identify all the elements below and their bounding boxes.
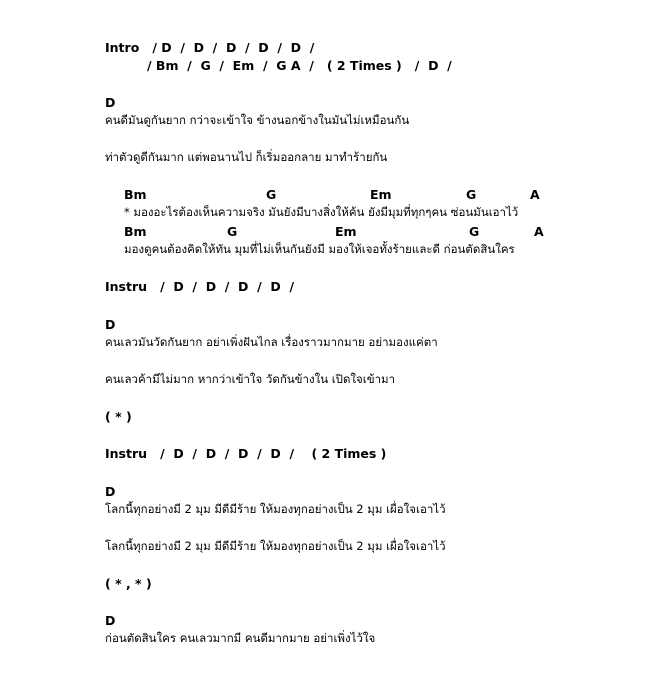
verse2-lyric-1: คนเลวมันวัดกันยาก อย่าเพิ่งฝันไกล เรื่องราวมากมาย อย่ามองแค่ตา	[105, 335, 438, 349]
chorus-chord: Em	[370, 187, 392, 202]
chorus-chord: Bm	[124, 224, 147, 239]
chorus-chord: G	[469, 224, 480, 239]
chorus-chord: A	[534, 224, 544, 239]
intro-line-2: / Bm / G / Em / G A / ( 2 Times ) / D /	[147, 58, 452, 73]
intro-line-1: Intro / D / D / D / D / D /	[105, 40, 315, 55]
chorus-chord: G	[227, 224, 238, 239]
repeat-marker-1: ( * )	[105, 409, 132, 424]
instru-line-2: Instru / D / D / D / D / ( 2 Times )	[105, 446, 387, 461]
verse3-lyric-2: โลกนี้ทุกอย่างมี 2 มุม มีดีมีร้าย ให้มองทุกอย่างเป็น 2 มุม เผื่อใจเอาไว้	[105, 539, 446, 553]
chorus-chord: Bm	[124, 187, 147, 202]
verse2-lyric-2: คนเลวค้ามีไม่มาก หากว่าเข้าใจ วัดกันข้างใน เปิดใจเข้ามา	[105, 372, 396, 386]
verse3-chord: D	[105, 484, 116, 499]
instru-line-1: Instru / D / D / D / D /	[105, 279, 295, 294]
chorus-chord: G	[466, 187, 477, 202]
repeat-marker-2: ( * , * )	[105, 576, 152, 591]
chorus-chord: Em	[335, 224, 357, 239]
chorus-lyric-2: มองดูคนต้องคิดให้ทัน มุมที่ไม่เห็นกันยังมี มองให้เจอทั้งร้ายและดี ก่อนตัดสินใคร	[124, 242, 515, 256]
verse1-lyric-2: ท่าตัวดูดีกันมาก แต่พอนานไป ก็เริ่มออกลาย มาทำร้ายกัน	[105, 150, 388, 164]
verse3-lyric-1: โลกนี้ทุกอย่างมี 2 มุม มีดีมีร้าย ให้มองทุกอย่างเป็น 2 มุม เผื่อใจเอาไว้	[105, 502, 446, 516]
verse1-chord: D	[105, 95, 116, 110]
chorus-lyric-1: * มองอะไรต้องเห็นความจริง มันยังมีบางสิ่งให้ค้น ยังมีมุมที่ทุกๆคน ซ่อนมันเอาไว้	[124, 205, 519, 219]
outro-chord: D	[105, 613, 116, 628]
outro-lyric: ก่อนตัดสินใคร คนเลวมากมี คนดีมากมาย อย่าเพิ่งไว้ใจ	[105, 631, 376, 645]
chorus-chord: G	[266, 187, 277, 202]
chorus-chord: A	[530, 187, 540, 202]
verse2-chord: D	[105, 317, 116, 332]
verse1-lyric-1: คนดีมันดูกันยาก กว่าจะเข้าใจ ข้างนอกข้างในมันไม่เหมือนกัน	[105, 113, 410, 127]
